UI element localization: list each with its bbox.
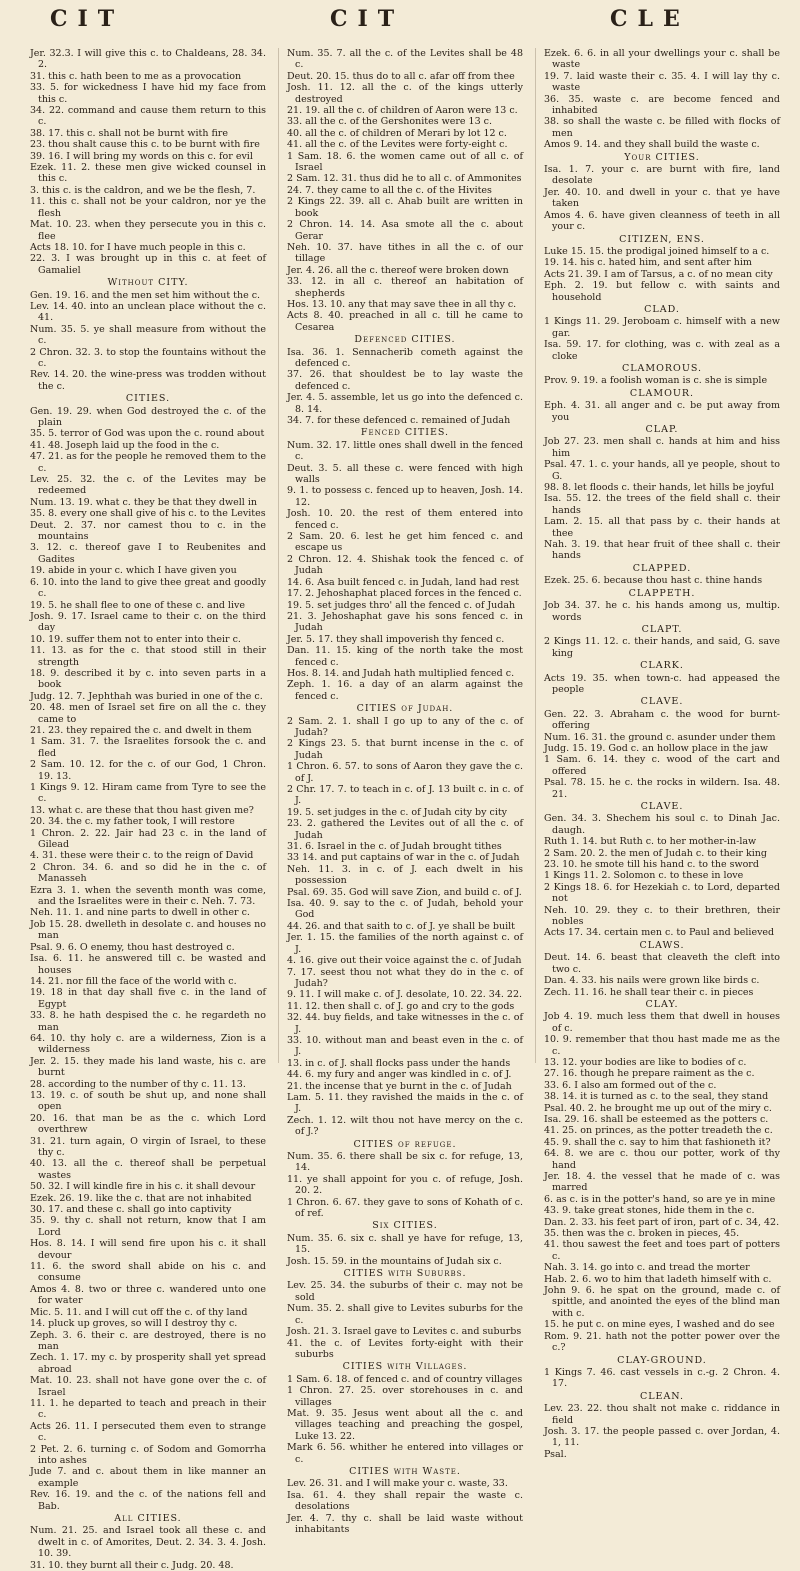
concordance-entry: Num. 35. 2. shall give to Levites suburbs for the c. — [287, 1303, 523, 1326]
concordance-entry: Lev. 26. 31. and I will make your c. waste, 33. — [287, 1478, 508, 1490]
concordance-entry: Isa. 61. 4. they shall repair the waste c. desolations — [287, 1489, 523, 1513]
concordance-entry: Gen. 19. 16. and the men set him without the c. — [30, 289, 261, 301]
concordance-entry: Job 4. 19. much less them that dwell in houses of c. — [544, 1011, 780, 1034]
concordance-entry: Josh. 21. 3. Israel gave to Levites c. and suburbs — [287, 1326, 522, 1338]
concordance-entry: Mat. 10. 23. when they persecute you in this c. flee — [30, 219, 266, 242]
concordance-entry: 3. 12. c. thereof gave I to Reubenites and Gadites — [30, 542, 266, 565]
concordance-entry: 33. 5. for wickedness I have hid my face from this c. — [30, 82, 266, 105]
concordance-entry: 9. 1. to possess c. fenced up to heaven, Josh. 14. 12. — [287, 485, 523, 508]
concordance-entry: Jer. 1. 15. the families of the north against c. of J. — [287, 932, 523, 955]
concordance-entry: 2 Sam. 2. 1. shall I go up to any of the c. of Judah? — [287, 715, 523, 738]
concordance-entry: 13. what c. are these that thou hast given me? — [30, 804, 254, 816]
section-heading: CLAMOROUS. — [621, 362, 703, 374]
concordance-entry: 23. thou shalt cause this c. to be burnt with fire — [30, 139, 260, 151]
concordance-entry: 22. 3. I was brought up in this c. at feet of Gamaliel — [30, 253, 266, 276]
section-heading: CLAP. — [645, 424, 679, 435]
column-right — [535, 48, 780, 1460]
concordance-entry: Prov. 9. 19. a foolish woman is c. she is simple — [544, 375, 768, 387]
section-heading: CLAVE. — [640, 801, 684, 812]
concordance-entry: Isa. 1. 7. your c. are burnt with fire, land desolate — [544, 164, 780, 187]
concordance-entry: 19. 14. his c. hated him, and sent after him — [544, 257, 752, 269]
concordance-entry: Zech. 1. 17. my c. by prosperity shall yet spread abroad — [30, 1352, 266, 1375]
concordance-entry: Isa. 6. 11. he answered till c. be wasted and houses — [30, 953, 266, 976]
section-heading: CITIES of refuge. — [353, 1138, 457, 1150]
concordance-entry: 64. 8. we are c. thou our potter, work of thy hand — [544, 1148, 780, 1171]
concordance-entry: 1 Chron. 27. 25. over storehouses in c. and villages — [287, 1385, 523, 1408]
concordance-entry: 45. 9. shall the c. say to him that fashioneth it? — [544, 1136, 771, 1148]
concordance-entry: Zech. 11. 16. he shall tear their c. in pieces — [544, 986, 754, 998]
concordance-entry: 19. 5. set judges in the c. of Judah city by city — [287, 806, 508, 818]
section-heading: Without CITY. — [107, 277, 189, 289]
concordance-entry: Gen. 19. 29. when God destroyed the c. of the plain — [30, 405, 266, 428]
concordance-entry: Mat. 9. 35. Jesus went about all the c. and villages teaching and preaching the gospel, Luke 13. 22. — [287, 1407, 523, 1442]
concordance-entry: 4. 31. these were their c. to the reign of David — [30, 850, 254, 862]
section-heading: Defenced CITIES. — [354, 334, 456, 346]
concordance-entry: 1 Chron. 6. 57. to sons of Aaron they gave the c. of J. — [287, 761, 523, 784]
concordance-entry: 21. 3. Jehoshaphat gave his sons fenced c. in Judah — [287, 610, 523, 634]
concordance-entry: John 9. 6. he spat on the ground, made c. of spittle, and anointed the eyes of the blind man with c. — [544, 1285, 780, 1319]
concordance-entry: 31. this c. hath been to me as a provocation — [30, 70, 242, 82]
concordance-entry: 41. all the c. of the Levites were forty-eight c. — [287, 139, 508, 151]
section-heading: CITIES with Suburbs. — [343, 1268, 467, 1280]
concordance-entry: Job 27. 23. men shall c. hands at him and hiss him — [544, 436, 780, 459]
concordance-entry: 1 Chron. 2. 22. Jair had 23 c. in the land of Gilead — [30, 827, 266, 851]
concordance-entry: 19. 5. he shall flee to one of these c. and live — [30, 599, 246, 611]
concordance-entry: Psal. 47. 1. c. your hands, all ye people, shout to G. — [544, 459, 780, 482]
concordance-entry: 1 Sam. 18. 6. the women came out of all c. of Israel — [287, 150, 523, 174]
concordance-entry: 1 Sam. 6. 18. of fenced c. and of country villages — [287, 1373, 523, 1385]
concordance-entry: 33. 12. in all c. thereof an habitation of shepherds — [287, 276, 523, 299]
concordance-entry: 10. 9. remember that thou hast made me as the c. — [544, 1034, 780, 1057]
concordance-entry: 41. the c. of Levites forty-eight with their suburbs — [287, 1337, 523, 1360]
concordance-entry: 1 Kings 11. 2. Solomon c. to these in love — [544, 870, 744, 882]
concordance-entry: Josh. 3. 17. the people passed c. over Jordan, 4. 1, 11. — [544, 1425, 780, 1449]
concordance-entry: 1 Chron. 6. 67. they gave to sons of Kohath of c. of ref. — [287, 1196, 523, 1220]
concordance-entry: Neh. 11. 1. and nine parts to dwell in other c. — [30, 907, 250, 919]
section-heading: Your CITIES. — [624, 151, 700, 163]
concordance-entry: 28. according to the number of thy c. 11. 13. — [30, 1078, 246, 1090]
concordance-entry: Isa. 55. 12. the trees of the field shall c. their hands — [544, 493, 780, 516]
section-heading: CITIES. — [125, 393, 171, 405]
concordance-entry: 2 Chron. 34. 6. and so did he in the c. of Manasseh — [30, 861, 266, 885]
concordance-entry: 32. 44. buy fields, and take witnesses in the c. of J. — [287, 1012, 523, 1035]
concordance-entry: Jer. 5. 17. they shall impoverish thy fenced c. — [287, 633, 505, 645]
concordance-entry: Jer. 4. 7. thy c. shall be laid waste without inhabitants — [287, 1512, 523, 1535]
concordance-entry: Num. 35. 6. six c. shall ye have for refuge, 13, 15. — [287, 1232, 523, 1256]
section-heading: CLAMOUR. — [629, 387, 695, 399]
section-heading: CITIES of Judah. — [356, 703, 454, 715]
concordance-entry: Isa. 40. 9. say to the c. of Judah, behold your God — [287, 898, 523, 921]
concordance-entry: 33. 8. he hath despised the c. he regardeth no man — [30, 1010, 266, 1033]
concordance-entry: 11. 13. as for the c. that stood still in their strength — [30, 645, 266, 668]
concordance-entry: 2 Kings 23. 5. that burnt incense in the c. of Judah — [287, 738, 523, 761]
concordance-entry: 11. 6. the sword shall abide on his c. and consume — [30, 1261, 266, 1284]
concordance-entry: Neh. 10. 29. they c. to their brethren, their nobles — [544, 904, 780, 928]
concordance-entry: Hos. 13. 10. any that may save thee in all thy c. — [287, 298, 517, 310]
concordance-entry: Num. 16. 31. the ground c. asunder under them — [544, 731, 776, 743]
concordance-entry: Ezek. 26. 19. like the c. that are not inhabited — [30, 1192, 252, 1204]
concordance-entry: 6. as c. is in the potter's hand, so are ye in mine — [544, 1193, 776, 1205]
concordance-entry: 19. abide in your c. which I have given you — [30, 565, 237, 577]
concordance-entry: Deut. 20. 15. thus do to all c. afar off from thee — [287, 70, 515, 82]
concordance-entry: Neh. 10. 37. have tithes in all the c. of our tillage — [287, 241, 523, 265]
concordance-entry: Eph. 2. 19. but fellow c. with saints and household — [544, 280, 780, 303]
concordance-entry: Jer. 2. 15. they made his land waste, his c. are burnt — [30, 1055, 266, 1079]
concordance-entry: Judg. 15. 19. God c. an hollow place in the jaw — [544, 742, 768, 754]
concordance-entry: 11. ye shall appoint for you c. of refuge, Josh. 20. 2. — [287, 1173, 523, 1197]
concordance-entry: 3. this c. is the caldron, and we be the flesh, 7. — [30, 184, 256, 196]
concordance-entry: Job 15. 28. dwelleth in desolate c. and houses no man — [30, 918, 266, 942]
concordance-entry: Ezek. 6. 6. in all your dwellings your c. shall be waste — [544, 48, 780, 71]
concordance-entry: Hab. 2. 6. wo to him that ladeth himself with c. — [544, 1273, 772, 1285]
concordance-entry: 38. so shall the waste c. be filled with flocks of men — [544, 116, 780, 139]
concordance-entry: 6. 10. into the land to give thee great and goodly c. — [30, 576, 266, 600]
concordance-entry: 27. 16. though he prepare raiment as the c. — [544, 1068, 755, 1080]
concordance-entry: Lev. 25. 32. the c. of the Levites may be redeemed — [30, 474, 266, 497]
concordance-entry: Zech. 1. 12. wilt thou not have mercy on the c. of J.? — [287, 1114, 523, 1138]
concordance-entry: Rom. 9. 21. hath not the potter power over the c.? — [544, 1330, 780, 1354]
concordance-entry: 38. 17. this c. shall not be burnt with fire — [30, 127, 228, 139]
concordance-entry: Psal. — [544, 1448, 567, 1460]
concordance-entry: Num. 35. 6. there shall be six c. for refuge, 13, 14. — [287, 1151, 523, 1174]
concordance-entry: 17. 2. Jehoshaphat placed forces in the fenced c. — [287, 588, 522, 600]
concordance-entry: Isa. 59. 17. for clothing, was c. with zeal as a cloke — [544, 339, 780, 362]
concordance-entry: 44. 26. and that saith to c. of J. ye shall be built — [287, 920, 515, 932]
concordance-entry: Lev. 23. 22. thou shalt not make c. riddance in field — [544, 1403, 780, 1426]
concordance-entry: 37. 26. that shouldest be to lay waste the defenced c. — [287, 369, 523, 392]
concordance-entry: 2 Sam. 20. 6. lest he get him fenced c. and escape us — [287, 531, 523, 554]
concordance-entry: Amos 4. 6. have given cleanness of teeth in all your c. — [544, 209, 780, 233]
concordance-entry: Num. 13. 19. what c. they be that they dwell in — [30, 496, 257, 508]
concordance-entry: Eph. 4. 31. all anger and c. be put away from you — [544, 400, 780, 423]
concordance-entry: 20. 48. men of Israel set fire on all the c. they came to — [30, 702, 266, 725]
concordance-entry: Isa. 29. 16. shall be esteemed as the potters c. — [544, 1113, 769, 1125]
concordance-entry: 34. 22. command and cause them return to this c. — [30, 105, 266, 128]
concordance-entry: 14. pluck up groves, so will I destroy thy c. — [30, 1318, 238, 1330]
concordance-entry: 98. 8. let floods c. their hands, let hills be joyful — [544, 482, 774, 494]
concordance-entry: 2 Kings 18. 6. for Hezekiah c. to Lord, departed not — [544, 881, 780, 905]
concordance-entry: Josh. 9. 17. Israel came to their c. on the third day — [30, 610, 266, 634]
concordance-entry: Jer. 40. 10. and dwell in your c. that ye have taken — [544, 186, 780, 210]
concordance-entry: 33. 10. without man and beast even in the c. of J. — [287, 1034, 523, 1058]
concordance-entry: 2 Chron. 12. 4. Shishak took the fenced c. of Judah — [287, 553, 523, 577]
concordance-entry: Josh. 15. 59. in the mountains of Judah six c. — [287, 1255, 502, 1267]
concordance-entry: Nah. 3. 14. go into c. and tread the morter — [544, 1262, 750, 1274]
concordance-entry: 7. 17. seest thou not what they do in the c. of Judah? — [287, 966, 523, 989]
concordance-entry: Hos. 8. 14. and Judah hath multiplied fenced c. — [287, 667, 515, 679]
concordance-entry: 15. he put c. on mine eyes, I washed and do see — [544, 1319, 775, 1331]
concordance-entry: Dan. 4. 33. his nails were grown like birds c. — [544, 975, 760, 987]
concordance-entry: Acts 18. 10. for I have much people in this c. — [30, 241, 246, 253]
concordance-entry: 23. 2. gathered the Levites out of all the c. of Judah — [287, 818, 523, 841]
concordance-entry: Jude 7. and c. about them in like manner an example — [30, 1466, 266, 1489]
concordance-entry: Hos. 8. 14. I will send fire upon his c. it shall devour — [30, 1238, 266, 1261]
running-header-left: CIT — [50, 6, 125, 32]
concordance-entry: Luke 15. 15. the prodigal joined himself to a c. — [544, 245, 770, 257]
concordance-entry: Deut. 14. 6. beast that cleaveth the cleft into two c. — [544, 952, 780, 975]
concordance-entry: 41. 25. on princes, as the potter treadeth the c. — [544, 1125, 773, 1137]
section-heading: CLEAN. — [639, 1390, 685, 1402]
concordance-entry: Lam. 2. 15. all that pass by c. their hands at thee — [544, 516, 780, 539]
concordance-entry: Ezek. 11. 2. these men give wicked counsel in this c. — [30, 162, 266, 185]
concordance-entry: 38. 14. it is turned as c. to the seal, they stand — [544, 1091, 769, 1103]
concordance-entry: 11. this c. shall not be your caldron, nor ye the flesh — [30, 196, 266, 219]
concordance-entry: 47. 21. as for the people he removed them to the c. — [30, 451, 266, 474]
concordance-entry: 14. 6. Asa built fenced c. in Judah, land had rest — [287, 576, 520, 588]
concordance-entry: Rev. 14. 20. the wine-press was trodden without the c. — [30, 369, 266, 392]
concordance-entry: Deut. 3. 5. all these c. were fenced with high walls — [287, 462, 523, 486]
concordance-entry: 19. 5. set judges thro' all the fenced c. of Judah — [287, 599, 516, 611]
concordance-entry: Zeph. 3. 6. their c. are destroyed, there is no man — [30, 1329, 266, 1352]
concordance-entry: 24. 7. they came to all the c. of the Hivites — [287, 184, 492, 196]
concordance-entry: 1 Kings 11. 29. Jeroboam c. himself with a new gar. — [544, 316, 780, 339]
section-heading: Fenced CITIES. — [360, 427, 450, 439]
concordance-entry: 31. 10. they burnt all their c. Judg. 20. 48. — [30, 1559, 234, 1571]
concordance-entry: 19. 18 in that day shall five c. in the land of Egypt — [30, 987, 266, 1010]
concordance-entry: Acts 17. 34. certain men c. to Paul and believed — [544, 927, 775, 939]
concordance-entry: 1 Sam. 6. 14. they c. wood of the cart and offered — [544, 754, 780, 777]
concordance-entry: Num. 35. 7. all the c. of the Levites shall be 48 c. — [287, 48, 523, 71]
concordance-entry: 40. all the c. of children of Merari by lot 12 c. — [287, 127, 507, 139]
concordance-entry: Jer. 4. 26. all the c. thereof were broken down — [287, 264, 509, 276]
concordance-entry: 23. 10. he smote till his hand c. to the sword — [544, 859, 759, 871]
section-heading: CLARK. — [640, 660, 684, 672]
concordance-entry: Jer. 18. 4. the vessel that he made of c. was marred — [544, 1171, 780, 1194]
concordance-entry: 2 Sam. 12. 31. thus did he to all c. of Ammonites — [287, 173, 522, 185]
concordance-entry: 31. 6. Israel in the c. of Judah brought tithes — [287, 841, 502, 853]
concordance-entry: Num. 35. 5. ye shall measure from without the c. — [30, 323, 266, 347]
concordance-entry: 2 Pet. 2. 6. turning c. of Sodom and Gomorrha into ashes — [30, 1443, 266, 1466]
concordance-entry: 35. 9. thy c. shall not return, know that I am Lord — [30, 1215, 266, 1238]
concordance-entry: Rev. 16. 19. and the c. of the nations fell and Bab. — [30, 1489, 266, 1512]
concordance-entry: 39. 16. I will bring my words on this c. for evil — [30, 150, 253, 162]
concordance-entry: Lam. 5. 11. they ravished the maids in the c. of J. — [287, 1091, 523, 1115]
concordance-entry: 36. 35. waste c. are become fenced and inhabited — [544, 93, 780, 117]
concordance-entry: Acts 26. 11. I persecuted them even to strange c. — [30, 1420, 266, 1444]
concordance-entry: Mat. 10. 23. shall not have gone over the c. of Israel — [30, 1375, 266, 1398]
concordance-entry: Judg. 12. 7. Jephthah was buried in one of the c. — [30, 690, 263, 702]
section-heading: CLAPPETH. — [628, 587, 696, 599]
concordance-entry: Zeph. 1. 16. a day of an alarm against the fenced c. — [287, 679, 523, 702]
concordance-entry: Acts 19. 35. when town-c. had appeased the people — [544, 672, 780, 695]
concordance-entry: 4. 16. give out their voice against the c. of Judah — [287, 955, 522, 967]
concordance-entry: 13. 12. your bodies are like to bodies of c. — [544, 1056, 747, 1068]
concordance-entry: 1 Kings 9. 12. Hiram came from Tyre to see the c. — [30, 782, 266, 805]
concordance-entry: 43. 9. take great stones, hide them in the c. — [544, 1205, 755, 1217]
concordance-entry: Jer. 4. 5. assemble, let us go into the defenced c. 8. 14. — [287, 392, 523, 415]
concordance-entry: 40. 13. all the c. thereof shall be perpetual wastes — [30, 1158, 266, 1181]
concordance-entry: Job 34. 37. he c. his hands among us, multip. words — [544, 600, 780, 623]
concordance-entry: 1 Kings 7. 46. cast vessels in c.-g. 2 Chron. 4. 17. — [544, 1366, 780, 1390]
concordance-entry: Lev. 25. 34. the suburbs of their c. may not be sold — [287, 1280, 523, 1303]
text-columns — [30, 48, 780, 1571]
concordance-entry: Acts 8. 40. preached in all c. till he came to Cesarea — [287, 310, 523, 333]
concordance-entry: Ezek. 25. 6. because thou hast c. thine hands — [544, 575, 763, 587]
concordance-entry: 20. 16. that man be as the c. which Lord overthrew — [30, 1112, 266, 1136]
concordance-entry: 13. in c. of J. shall flocks pass under the hands — [287, 1057, 511, 1069]
concordance-entry: 14. 21. nor fill the face of the world with c. — [30, 975, 237, 987]
section-heading: CLAD. — [644, 303, 680, 315]
concordance-entry: 41. thou sawest the feet and toes part of potters c. — [544, 1239, 780, 1262]
section-heading: CITIES with Waste. — [349, 1465, 461, 1477]
concordance-entry: 35. then was the c. broken in pieces, 45. — [544, 1228, 740, 1240]
concordance-entry: Jer. 32.3. I will give this c. to Chaldeans, 28. 34. 2. — [30, 48, 266, 71]
concordance-entry: Lev. 14. 40. into an unclean place without the c. 41. — [30, 300, 266, 324]
concordance-entry: 10. 19. suffer them not to enter into their c. — [30, 633, 241, 645]
concordance-entry: Ruth 1. 14. but Ruth c. to her mother-in-law — [544, 836, 757, 848]
concordance-entry: Psal. 9. 6. O enemy, thou hast destroyed c. — [30, 941, 235, 953]
concordance-entry: 44. 6. my fury and anger was kindled in c. of J. — [287, 1069, 512, 1081]
concordance-entry: 20. 34. the c. my father took, I will restore — [30, 816, 235, 828]
concordance-entry: 33. all the c. of the Gershonites were 13 c. — [287, 116, 493, 128]
concordance-entry: 19. 7. laid waste their c. 35. 4. I will lay thy c. waste — [544, 70, 780, 94]
concordance-entry: 30. 17. and these c. shall go into captivity — [30, 1204, 232, 1216]
section-heading: All CITIES. — [114, 1513, 182, 1524]
concordance-entry: 31. 21. turn again, O virgin of Israel, to these thy c. — [30, 1135, 266, 1158]
concordance-entry: Ezra 3. 1. when the seventh month was come, and the Israelites were in their c. Neh. 7. 73. — [30, 884, 266, 908]
concordance-entry: 2 Sam. 20. 2. the men of Judah c. to their king — [544, 847, 767, 859]
running-header-middle: CIT — [330, 6, 405, 32]
concordance-entry: 21. 19. all the c. of children of Aaron were 13 c. — [287, 105, 518, 117]
concordance-entry: Psal. 40. 2. he brought me up out of the miry c. — [544, 1102, 772, 1114]
section-heading: CLAPPED. — [632, 562, 692, 574]
concordance-entry: Gen. 34. 3. Shechem his soul c. to Dinah Jac. daugh. — [544, 813, 780, 836]
concordance-entry: 21. the incense that ye burnt in the c. of Judah — [287, 1080, 512, 1092]
concordance-entry: Josh. 10. 20. the rest of them entered into fenced c. — [287, 508, 523, 531]
concordance-entry: 13. 19. c. of south be shut up, and none shall open — [30, 1089, 266, 1113]
concordance-entry: Gen. 22. 3. Abraham c. the wood for burnt-offering — [544, 708, 780, 732]
section-heading: CITIZEN, ENS. — [619, 233, 705, 245]
section-heading: CLAVE. — [640, 696, 684, 708]
concordance-entry: Dan. 2. 33. his feet part of iron, part of c. 34, 42. — [544, 1216, 780, 1228]
concordance-entry: 35. 8. every one shall give of his c. to the Levites — [30, 508, 266, 520]
concordance-entry: 21. 23. they repaired the c. and dwelt in them — [30, 724, 252, 736]
concordance-entry: 2 Chr. 17. 7. to teach in c. of J. 13 built c. in c. of J. — [287, 784, 523, 807]
section-heading: CLAY-GROUND. — [617, 1354, 707, 1366]
concordance-entry: 2 Kings 22. 39. all c. Ahab built are written in book — [287, 196, 523, 219]
section-heading: CITIES with Villages. — [342, 1361, 468, 1373]
concordance-entry: 41. 48. Joseph laid up the food in the c. — [30, 439, 220, 451]
concordance-entry: 2 Chron. 14. 14. Asa smote all the c. about Gerar — [287, 219, 523, 242]
concordance-entry: 2 Kings 11. 12. c. their hands, and said, G. save king — [544, 636, 780, 659]
concordance-entry: Num. 32. 17. little ones shall dwell in the fenced c. — [287, 439, 523, 463]
concordance-entry: 2 Sam. 10. 12. for the c. of our God, 1 Chron. 19. 13. — [30, 759, 266, 782]
running-header-right: CLE — [610, 6, 690, 32]
concordance-entry: Neh. 11. 3. in c. of J. each dwelt in his possession — [287, 863, 523, 887]
concordance-entry: 9. 11. I will make c. of J. desolate, 10. 22. 34. 22. — [287, 989, 523, 1001]
concordance-entry: 33 14. and put captains of war in the c. of Judah — [287, 852, 520, 864]
section-heading: CLAY. — [645, 998, 679, 1010]
concordance-entry: Isa. 36. 1. Sennacherib cometh against the defenced c. — [287, 346, 523, 369]
concordance-entry: Nah. 3. 19. that hear fruit of thee shall c. their hands — [544, 539, 780, 562]
concordance-entry: 18. 9. described it by c. into seven parts in a book — [30, 667, 266, 691]
concordance-entry: 35. 5. terror of God was upon the c. round about — [30, 428, 265, 440]
section-heading: CLAWS. — [639, 939, 685, 951]
concordance-entry: Deut. 2. 37. nor camest thou to c. in the mountains — [30, 519, 266, 543]
concordance-entry: Psal. 78. 15. he c. the rocks in wildern. Isa. 48. 21. — [544, 777, 780, 800]
concordance-entry: Dan. 11. 15. king of the north take the most fenced c. — [287, 645, 523, 668]
concordance-entry: Amos 9. 14. and they shall build the waste c. — [544, 139, 760, 151]
concordance-entry: 50. 32. I will kindle fire in his c. it shall devour — [30, 1181, 256, 1193]
concordance-entry: Psal. 69. 35. God will save Zion, and build c. of J. — [287, 886, 522, 898]
concordance-entry: Josh. 11. 12. all the c. of the kings utterly destroyed — [287, 82, 523, 105]
concordance-entry: Acts 21. 39. I am of Tarsus, a c. of no mean city — [544, 268, 773, 280]
concordance-entry: 1 Sam. 31. 7. the Israelites forsook the c. and fled — [30, 736, 266, 759]
column-middle — [278, 48, 523, 1535]
concordance-entry: Mic. 5. 11. and I will cut off the c. of thy land — [30, 1306, 248, 1318]
concordance-entry: Num. 21. 25. and Israel took all these c. and dwelt in c. of Amorites, Deut. 2. 34. 3. 4. Josh. 10. 39. — [30, 1525, 266, 1560]
section-heading: Six CITIES. — [372, 1220, 438, 1232]
concordance-entry: 33. 6. I also am formed out of the c. — [544, 1079, 717, 1091]
concordance-entry: 11. 12. then shall c. of J. go and cry to the gods — [287, 1000, 515, 1012]
concordance-entry: 2 Chron. 32. 3. to stop the fountains without the c. — [30, 346, 266, 369]
concordance-entry: Amos 4. 8. two or three c. wandered unto one for water — [30, 1283, 266, 1307]
concordance-entry: 11. 1. he departed to teach and preach in their c. — [30, 1397, 266, 1421]
concordance-entry: 34. 7. for these defenced c. remained of Judah — [287, 415, 511, 426]
concordance-entry: Mark 6. 56. whither he entered into villages or c. — [287, 1442, 523, 1465]
section-heading: CLAPT. — [641, 623, 683, 635]
column-left — [30, 48, 266, 1571]
concordance-entry: 64. 10. thy holy c. are a wilderness, Zion is a wilderness — [30, 1032, 266, 1056]
